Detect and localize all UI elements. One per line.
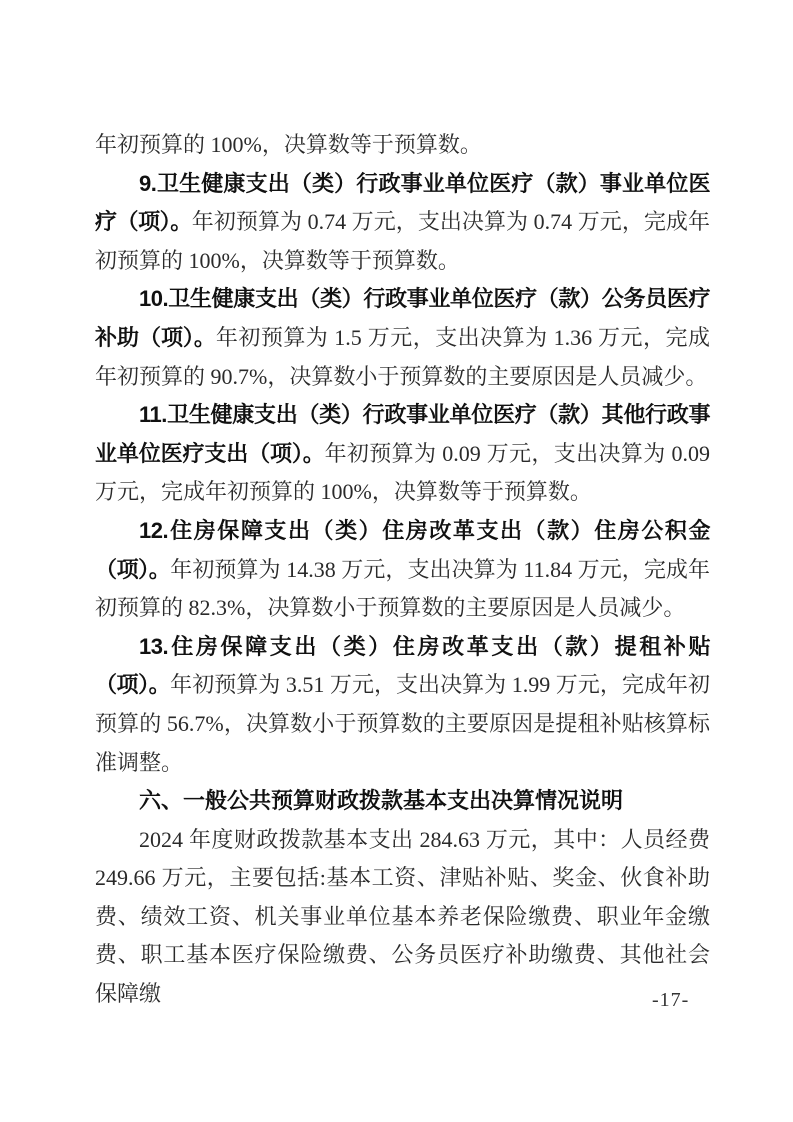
paragraph-item-9 (95, 165, 710, 281)
page-content (95, 126, 710, 1014)
item-13-body: 年初预算为 3.51 万元，支出决算为 1.99 万元，完成年初预算的 56.7%，决算数小于预算数的主要原因是提租补贴核算标准调整。 (95, 672, 710, 775)
section-6-heading: 六、一般公共预算财政拨款基本支出决算情况说明 (139, 788, 624, 814)
item-12-heading: 12.住房保障支出（类）住房改革支出（款）住房公积金（项）。 (95, 517, 710, 582)
item-9-heading: 9.卫生健康支出（类）行政事业单位医疗（款）事业单位医疗（项）。 (95, 170, 710, 235)
paragraph-item-10 (95, 280, 710, 396)
item-10-body: 年初预算为 1.5 万元，支出决算为 1.36 万元，完成年初预算的 90.7%，决算数小于预算数的主要原因是人员减少。 (95, 324, 710, 389)
page-number: -17- (652, 989, 690, 1011)
item-10-heading: 10.卫生健康支出（类）行政事业单位医疗（款）公务员医疗补助（项）。 (95, 286, 710, 350)
item-9-body: 年初预算为 0.74 万元，支出决算为 0.74 万元，完成年初预算的 100%，决算数等于预算数。 (95, 209, 710, 273)
paragraph-item-11 (95, 396, 710, 512)
paragraph-section-6-body: 2024 年度财政拨款基本支出 284.63 万元，其中：人员经费 249.66 万元，主要包括:基本工资、津贴补贴、奖金、伙食补助费、绩效工资、机关事业单位基本养老保险缴费、职业年金缴费、职工基本医疗保险缴费、公务员医疗补助缴费、其他社会保障缴 (95, 826, 710, 1007)
item-12-body: 年初预算为 14.38 万元，支出决算为 11.84 万元，完成年初预算的 82.3%，决算数小于预算数的主要原因是人员减少。 (95, 556, 710, 621)
item-11-body: 年初预算为 0.09 万元，支出决算为 0.09 万元，完成年初预算的 100%，决算数等于预算数。 (95, 440, 710, 505)
item-13-heading: 13.住房保障支出（类）住房改革支出（款）提租补贴（项）。 (95, 633, 710, 698)
paragraph-item-12 (95, 512, 710, 628)
item-11-heading: 11.卫生健康支出（类）行政事业单位医疗（款）其他行政事业单位医疗支出（项）。 (95, 402, 710, 466)
paragraph-continuation: 年初预算的 100%，决算数等于预算数。 (95, 132, 482, 157)
paragraph-item-13 (95, 628, 710, 782)
